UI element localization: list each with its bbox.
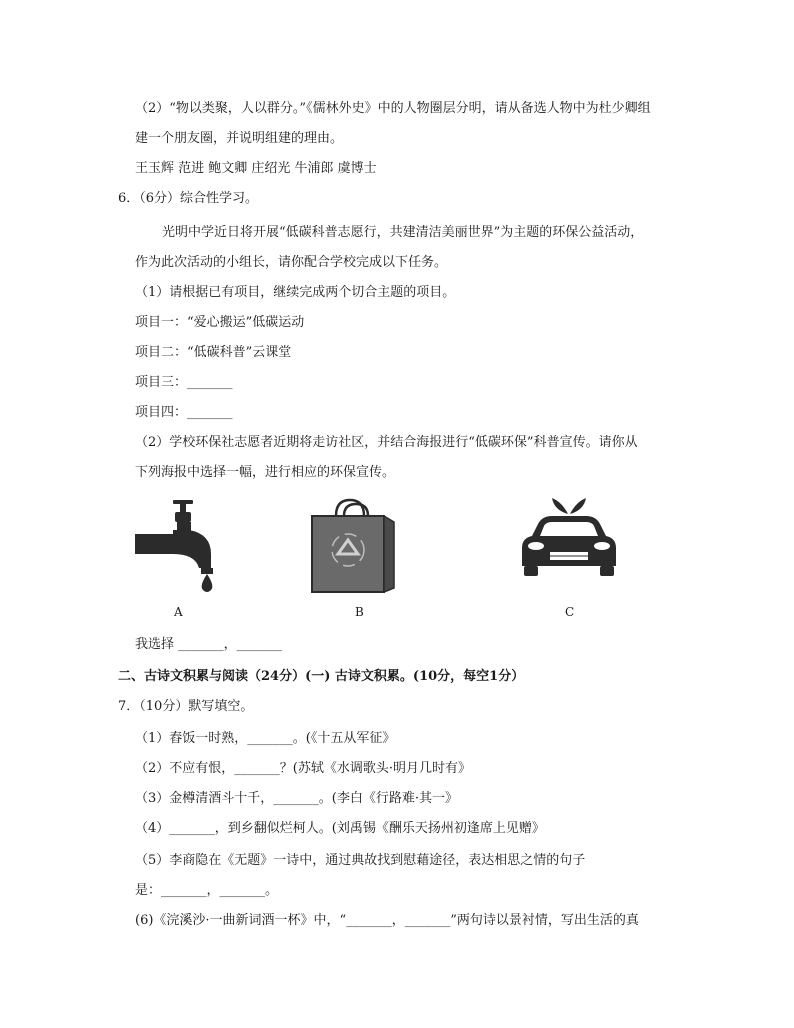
q6-project4[interactable]: 项目四：_______ [135,405,233,420]
poster-label-b: B [355,605,364,619]
faucet-drop-icon [133,496,228,594]
recycle-bag-icon [308,496,398,596]
eco-car-icon [516,494,621,584]
q7-item2: （2）不应有恨，_______？(苏轼《水调歌头·明月几时有》 [135,761,471,776]
q5-part2-line2: 建一个朋友圈，并说明组建的理由。 [135,131,344,146]
q6-part2-line1: （2）学校环保社志愿者近期将走访社区，并结合海报进行“低碳环保”科普宣传。请你从 [135,435,638,450]
q6-header: 6．（6分）综合性学习。 [118,191,259,206]
q6-choice[interactable]: 我选择 _______，_______ [135,637,283,652]
q7-item5-line1: （5）李商隐在《无题》一诗中，通过典故找到慰藉途径，表达相思之情的句子 [135,853,586,868]
q7-item6: (6)《浣溪沙·一曲新词酒一杯》中，“_______，_______”两句诗以景衬情，写出生活的真 [135,913,639,928]
q5-candidates: 王玉辉 范进 鲍文卿 庄绍光 牛浦郎 虞博士 [135,161,377,176]
q5-part2-line1: （2）“物以类聚，人以群分。”《儒林外史》中的人物圈层分明，请从备选人物中为杜少卿组 [135,101,651,116]
q7-header: 7．（10分）默写填空。 [118,699,254,714]
q6-intro-line2: 作为此次活动的小组长，请你配合学校完成以下任务。 [135,255,448,270]
poster-label-c: C [565,605,575,619]
q7-item5-line2: 是：_______，_______。 [135,883,279,898]
q6-project2: 项目二：“低碳科普”云课堂 [135,345,292,360]
q6-project3[interactable]: 项目三：_______ [135,375,233,390]
poster-label-a: A [174,605,183,619]
q7-item4: （4）_______，到乡翻似烂柯人。(刘禹锡《酬乐天扬州初逢席上见赠》 [135,821,545,836]
q6-intro-line1: 光明中学近日将开展“低碳科普志愿行，共建清洁美丽世界”为主题的环保公益活动， [162,225,644,240]
q6-part1: （1）请根据已有项目，继续完成两个切合主题的项目。 [135,285,456,300]
q6-project1: 项目一：“爱心搬运”低碳运动 [135,315,305,330]
q7-item3: （3）金樽清酒斗十千，_______。(李白《行路难·其一》 [135,791,458,806]
q6-part2-line2: 下列海报中选择一幅，进行相应的环保宣传。 [135,465,396,480]
section2-header: 二、古诗文积累与阅读（24分）(一) 古诗文积累。(10分，每空1分） [118,669,525,684]
q7-item1: （1）舂饭一时熟，_______。(《十五从军征》 [135,731,396,746]
